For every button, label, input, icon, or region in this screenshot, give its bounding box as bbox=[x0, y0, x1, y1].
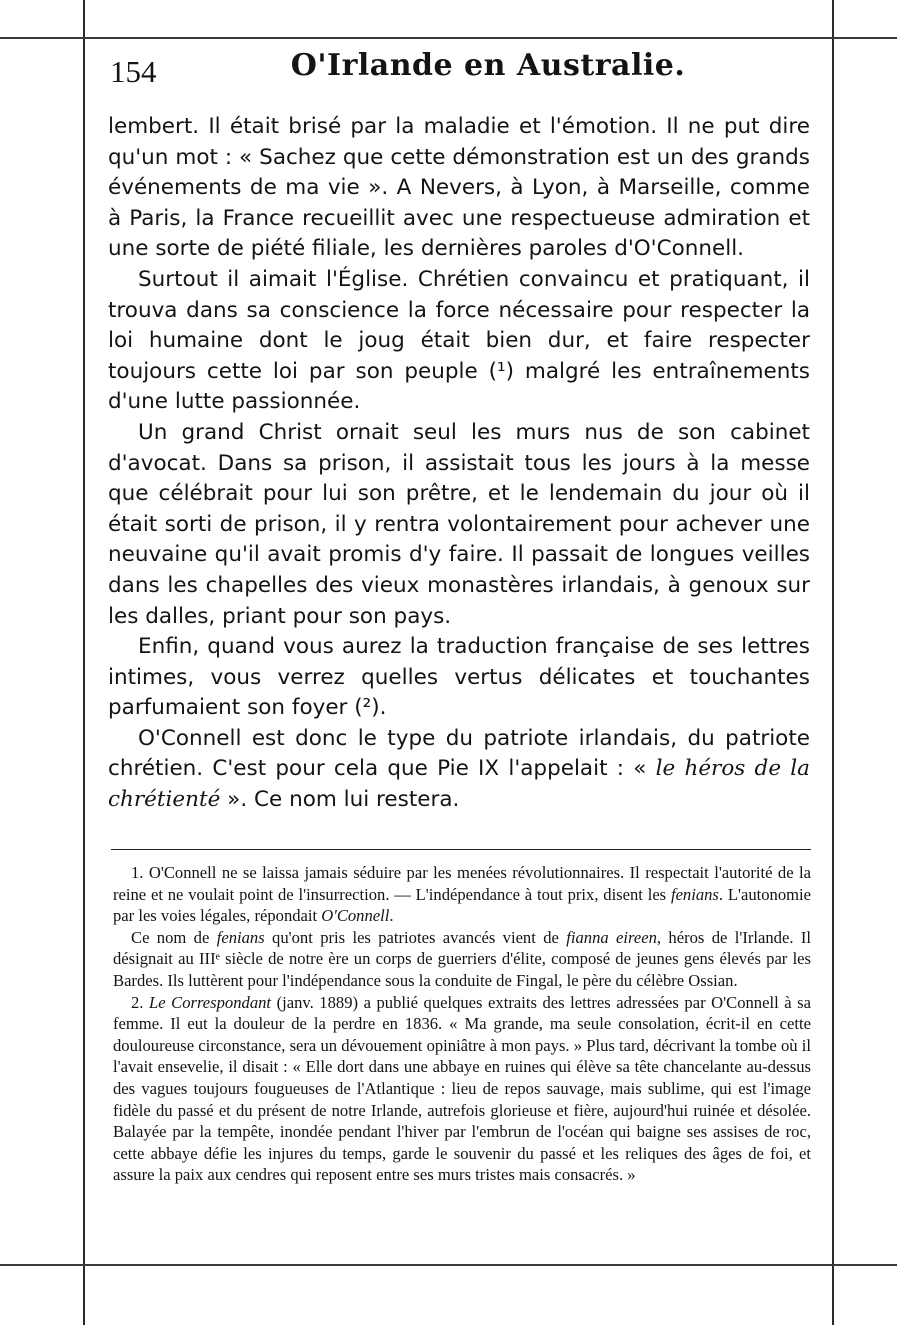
footnote-2 bbox=[113, 992, 811, 1186]
footnote-2-text-a: 2. bbox=[131, 992, 149, 1012]
paragraph-3: Un grand Christ ornait seul les murs nus de son cabinet d'avocat. Dans sa prison, il assistait tous les jours à la messe que célébrait pour lui son prêtre, et le lendemain du jour où il était sorti de prison, il y rentra volontairement pour achever une neuvaine qu'il avait promis d'y faire. Il passait de longues veilles dans les chapelles des vieux monastères irlandais, à genoux sur les dalles, priant pour son pays. bbox=[108, 419, 810, 629]
footnote-separator bbox=[111, 849, 811, 850]
paragraph-5-text-a: O'Connell est donc le type du patriote irlandais, du patriote chrétien. C'est pour cela que Pie IX l'appelait : « bbox=[108, 725, 810, 782]
footnote-1b-italic-1: fenians bbox=[216, 927, 265, 947]
left-margin-rule bbox=[83, 0, 85, 1325]
paragraph-5-italic: le héros de la chrétienté bbox=[108, 756, 810, 813]
paragraph-2: Surtout il aimait l'Église. Chrétien convaincu et pratiquant, il trouva dans sa conscience la force nécessaire pour respecter la loi humaine dont le joug était bien dur, et faire respecter toujours cette loi par son peuple (¹) malgré les entraînements d'une lutte passionnée. bbox=[108, 266, 810, 415]
paragraph-4: Enfin, quand vous aurez la traduction française de ses lettres intimes, vous verrez quelles vertus délicates et touchantes parfumaient son foyer (²). bbox=[108, 634, 810, 721]
paragraph-5 bbox=[108, 724, 810, 816]
top-edge-rule bbox=[0, 37, 897, 39]
footnote-1 bbox=[113, 862, 811, 927]
footnote-1b-italic-2: fianna eireen bbox=[566, 927, 657, 947]
footnote-1b-text-b: qu'ont pris les patriotes avancés vient de bbox=[264, 927, 567, 947]
footnote-1-italic-2: O'Connell bbox=[321, 906, 390, 926]
footnote-1-text-b: . L'autonomie par les voies légales, répondait bbox=[113, 884, 812, 926]
paragraph-1: lembert. Il était brisé par la maladie et l'émotion. Il ne put dire qu'un mot : « Sachez que cette démonstration est un des grands événements de ma vie ». A Nevers, à Lyon, à Marseille, comme à Paris, la France recueillit avec une respectueuse admiration et une sorte de piété filiale, les dernières paroles d'O'Connell. bbox=[108, 114, 810, 262]
footnote-1-text-a: 1. O'Connell ne se laissa jamais séduire par les menées révolutionnaires. Il respectait l'autorité de la reine et ne voulait point de l'insurrection. — L'indépendance à tout prix, disent les bbox=[113, 863, 811, 904]
running-title: O'Irlande en Australie. bbox=[290, 48, 686, 83]
footnote-2-text-b: (janv. 1889) a publié quelques extraits des lettres adressées par O'Connell à sa femme. Il eut la douleur de la perdre en 1836. « Ma grande, ma seule consolation, écrit-il en cette douloureuse circonstance, sera un dévouement opiniâtre à mon pays. » Plus tard, décrivant la tombe où il l'avait ensevelie, il disait : « Elle dort dans une abbaye en ruines qui élève sa tête chancelante au-dessus des vagues toujours fougueuses de l'Atlantique : lieu de repos sauvage, mais sublime, qui est l'image fidèle du passé et du présent de notre Irlande, autrefois glorieuse et fière, aujourd'hui ruinée et désolée. Balayée par la tempête, inondée pendant l'hiver par l'embrun de l'océan qui baigne ses assises de roc, cette abbaye défie les injures du temps, garde le souvenir du passé et les reliques des âges de foi, et assure la paix aux cendres qui reposent entre ses murs tristes mais consacrés. » bbox=[113, 992, 811, 1185]
footnote-2-italic: Le Correspondant bbox=[149, 992, 272, 1012]
main-text bbox=[108, 112, 810, 816]
footnote-1b-text-c: , héros de l'Irlande. Il désignait au IIIᵉ siècle de notre ère un corps de guerriers d'élite, composé de jeunes gens élevés par les Bardes. Ils luttèrent pour l'indépendance sous la conduite de Fingal, le père du célèbre Ossian. bbox=[113, 927, 812, 990]
footnotes bbox=[113, 862, 811, 1186]
page-number: 154 bbox=[110, 54, 157, 89]
footnote-1-continued bbox=[113, 927, 811, 992]
footnote-1b-text-a: Ce nom de bbox=[131, 927, 217, 947]
right-margin-rule bbox=[832, 0, 834, 1325]
page-header bbox=[108, 48, 813, 98]
footnote-1-italic-1: fenians bbox=[670, 884, 719, 904]
paragraph-5-text-b: ». Ce nom lui restera. bbox=[220, 787, 460, 813]
bottom-edge-rule bbox=[0, 1264, 897, 1266]
footnote-1-text-c: . bbox=[389, 906, 394, 926]
